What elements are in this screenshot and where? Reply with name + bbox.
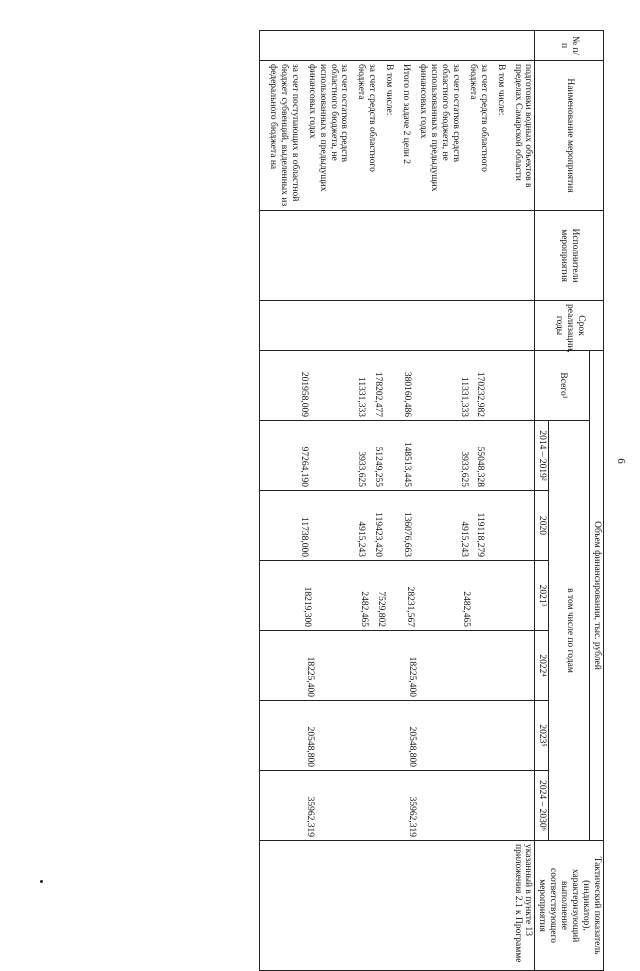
header-year: 2024 – 2030⁶ [535,771,549,841]
header-period: Срок реализации, годы [535,301,604,351]
funding-table [259,30,604,971]
value: 18225,400 [407,656,418,697]
value: 201958,009 [298,371,309,417]
value: 7529,802 [375,591,386,627]
header-indicator: Тактический показатель (индикатор), характеризующий выполнение соответствующего мероприятия [535,841,604,971]
value: 119118,279 [475,512,486,557]
value: 20548,800 [304,726,315,767]
cell-y6 [260,771,535,841]
row-name: за счет остатков средств областного бюджета, не использованных в предыдущих финансовых годах [418,64,461,192]
value: 28231,567 [404,586,415,627]
rotated-table-container [84,30,604,963]
row-name: В том числе: [495,64,506,116]
header-year: 2020 [535,491,549,561]
value: 4915,243 [458,521,469,557]
row-name: за счет средств областного бюджета [467,64,489,172]
row-name: В том числе: [384,64,395,116]
value: 3933,625 [458,451,469,487]
cell-y2 [260,491,535,561]
value: 148513,445 [401,441,412,487]
table-body-row [260,31,535,971]
value: 3933,625 [355,451,366,487]
value: 11331,333 [355,376,366,417]
cell-num [260,31,535,61]
header-year: 2023⁵ [535,701,549,771]
header-name: Наименование мероприятия [535,61,604,211]
value: 2482,465 [358,591,369,627]
cell-name [260,61,535,211]
indicator-text: указанный в пункте 13 приложения 2.1 к Программе [512,844,534,963]
value: 35962,319 [304,796,315,838]
cell-total [260,351,535,421]
value: 55048,328 [475,446,486,487]
value: 2482,465 [461,591,472,627]
header-year: 2022⁴ [535,631,549,701]
row-name: за счет остатков средств областного бюджета, не использованных в предыдущих финансовых годах [306,64,350,192]
row-name: за счет средств областного бюджета [356,64,378,172]
header-by-years: в том числе по годам [549,421,590,841]
value: 4915,243 [355,521,366,557]
scan-speck [40,880,43,883]
row-name: подготовки водных объектов в пределах Самарской области [512,64,534,188]
header-funding-title: Объем финансирования, тыс. рублей [590,351,604,841]
cell-y1 [260,421,535,491]
row-name: за счет поступающих в областной бюджет субвенций, выделенных из федерального бюджета на [267,64,300,207]
value: 97264,190 [298,446,309,487]
value: 11738,000 [298,516,309,557]
header-year: 2014 – 2019² [535,421,549,491]
value: 20548,800 [407,726,418,767]
cell-y3 [260,561,535,631]
value: 18219,300 [301,586,312,627]
row-name: Итого по задаче 2 цели 2 [401,64,412,165]
value: 380160,486 [401,371,412,417]
value: 170232,982 [475,371,486,417]
value: 178202,477 [372,371,383,417]
cell-y5 [260,701,535,771]
value: 11331,333 [458,376,469,417]
header-executor: Исполнители мероприятия [535,211,604,301]
header-year: 2021³ [535,561,549,631]
value: 136076,663 [401,511,412,557]
cell-indicator [260,841,535,971]
header-num: № п/п [535,31,604,61]
value: 18225,400 [304,656,315,697]
cell-y4 [260,631,535,701]
cell-executor [260,211,535,301]
cell-period [260,301,535,351]
value: 119423,420 [372,512,383,557]
value: 51249,255 [372,446,383,487]
header-total: Всего¹ [535,351,590,421]
value: 35962,319 [407,796,418,838]
page-number: 6 [614,458,627,464]
